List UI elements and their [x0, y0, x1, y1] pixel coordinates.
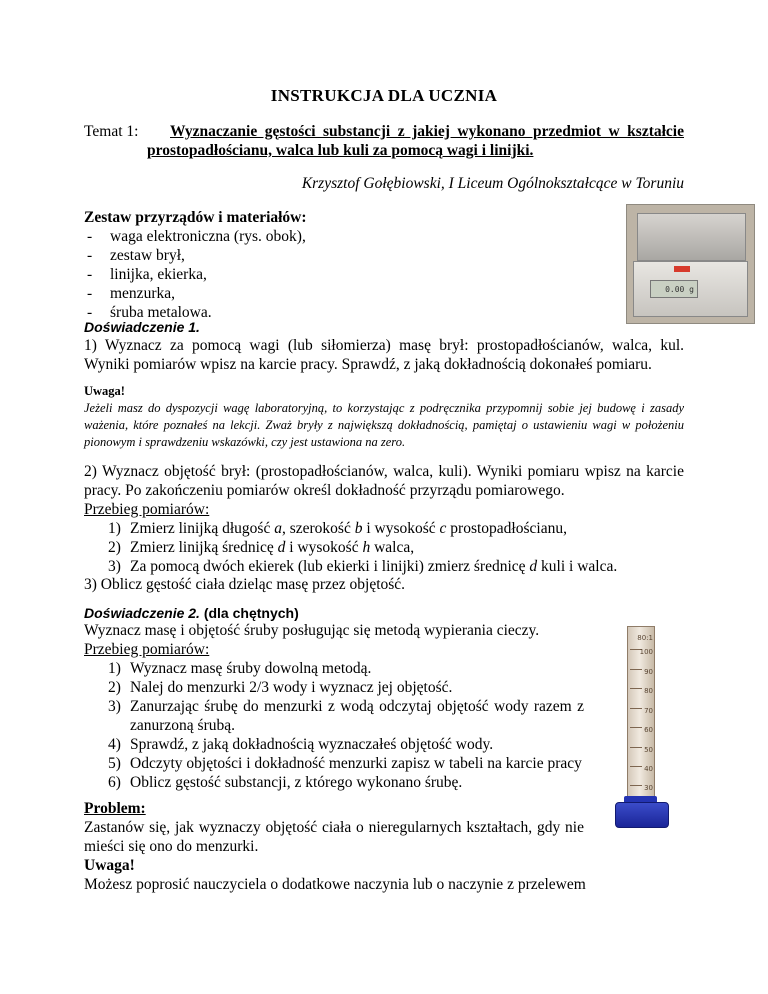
cylinder-base — [615, 802, 669, 828]
cylinder-mark: 60 — [644, 726, 653, 734]
kit-list — [84, 227, 306, 322]
scale-logo — [674, 266, 690, 272]
list-item: - waga elektroniczna (rys. obok), — [84, 227, 306, 246]
experiment-1-steps — [84, 519, 617, 576]
experiment-1-text-2: 2) Wyznacz objętość brył: (prostopadłościanów, walca, kuli). Wyniki pomiaru wpisz na karcie pracy. Po zakończeniu pomiarów określ dokładność przyrządu pomiarowego. — [84, 463, 684, 499]
page-title: INSTRUKCJA DLA UCZNIA — [270, 86, 498, 105]
step-text: Zmierz linijką średnicę — [130, 539, 278, 556]
step-var: d — [277, 539, 286, 556]
topic-text — [147, 122, 684, 160]
list-item: - śruba metalowa. — [84, 303, 306, 322]
list-item — [84, 659, 584, 678]
list-item — [84, 697, 584, 735]
step-text: Oblicz gęstość substancji, z którego wykonano śrubę. — [130, 774, 463, 791]
list-item — [84, 519, 617, 538]
step-text: Za pomocą dwóch ekierek (lub ekierki i linijki) zmierz średnicę — [130, 558, 530, 575]
step-number: 1) — [108, 520, 121, 537]
step-var: d — [529, 558, 538, 575]
step-text: walca, — [370, 539, 415, 556]
step-number: 3) — [108, 698, 121, 715]
cylinder-tick — [630, 785, 642, 786]
cylinder-tick — [630, 766, 642, 767]
cylinder-mark: 80 — [644, 687, 653, 695]
step-text: Odczyty objętości i dokładność menzurki zapisz w tabeli na karcie pracy — [130, 755, 582, 772]
course-label: Przebieg pomiarów: — [84, 641, 210, 658]
list-item — [84, 754, 584, 773]
cylinder-mark: 40 — [644, 765, 653, 773]
step-var: h — [362, 539, 371, 556]
step-var: a — [274, 520, 282, 537]
experiment-2-steps — [84, 659, 584, 792]
scale-display: 0.00 g — [650, 280, 698, 298]
cylinder-tick — [630, 747, 642, 748]
heading-main: Doświadczenie 2. — [84, 605, 200, 621]
cylinder-top-label: 80:1 — [637, 634, 653, 642]
step-number: 5) — [108, 755, 121, 772]
step-text: Wyznacz masę śruby dowolną metodą. — [130, 660, 372, 677]
step-number: 4) — [108, 736, 121, 753]
problem-heading: Problem: — [84, 800, 146, 817]
note-text: Jeżeli masz do dyspozycji wagę laboratoryjną, to korzystając z podręcznika przypomnij sobie jej budowę i zasady ważenia, które poznałeś na lekcji. Zważ bryły z największą dokładnością, pamiętaj o ustawieniu wagi w położeniu pionowym i sprawdzeniu wskazówki, czy jest ustawiona na zero. — [84, 401, 684, 449]
course-label: Przebieg pomiarów: — [84, 501, 210, 518]
scale-body — [633, 261, 748, 317]
list-item: - menzurka, — [84, 284, 306, 303]
list-item — [84, 735, 584, 754]
step-text: Zanurzając śrubę do menzurki z wodą odczytaj objętość wody razem z zanurzoną śrubą. — [130, 698, 584, 734]
problem-text: Zastanów się, jak wyznaczy objętość ciała o nieregularnych kształtach, gdy nie mieści się ono do menzurki. — [84, 819, 584, 855]
cylinder-tick — [630, 727, 642, 728]
cylinder-tube — [627, 626, 655, 808]
list-item: - linijka, ekierka, — [84, 265, 306, 284]
list-item — [84, 538, 617, 557]
step-number: 6) — [108, 774, 121, 791]
step-number: 3) — [108, 558, 121, 575]
step-text: Nalej do menzurki 2/3 wody i wyznacz jej objętość. — [130, 679, 453, 696]
experiment-1-note — [84, 383, 684, 451]
list-item — [84, 557, 617, 576]
measuring-cylinder-photo — [613, 626, 669, 832]
cylinder-tick — [630, 708, 642, 709]
step-text: prostopadłościanu, — [446, 520, 567, 537]
experiment-1-heading: Doświadczenie 1. — [84, 319, 200, 335]
cylinder-mark: 30 — [644, 784, 653, 792]
step-text: i wysokość — [362, 520, 440, 537]
cylinder-mark: 90 — [644, 668, 653, 676]
problem-note-text: Możesz poprosić nauczyciela o dodatkowe naczynia lub o naczynie z przelewem — [84, 876, 586, 893]
list-item: - zestaw brył, — [84, 246, 306, 265]
cylinder-mark: 70 — [644, 707, 653, 715]
note-heading: Uwaga! — [84, 384, 125, 398]
step-number: 2) — [108, 539, 121, 556]
step-var: c — [439, 520, 447, 537]
electronic-scale-photo — [626, 204, 755, 324]
cylinder-tick — [630, 688, 642, 689]
topic-label: Temat 1: — [84, 123, 139, 140]
list-item — [84, 773, 584, 792]
step-text: Sprawdź, z jaką dokładnością wyznaczałeś objętość wody. — [130, 736, 494, 753]
step-number: 2) — [108, 679, 121, 696]
problem-note-heading: Uwaga! — [84, 857, 135, 874]
cylinder-mark: 100 — [639, 648, 653, 656]
step-text: i wysokość — [285, 539, 363, 556]
kit-heading: Zestaw przyrządów i materiałów: — [84, 209, 307, 226]
cylinder-mark: 50 — [644, 746, 653, 754]
step-number: 1) — [108, 660, 121, 677]
topic-line-2: prostopadłościanu, walca lub kuli za pomocą wagi i linijki. — [147, 142, 534, 159]
cylinder-tick — [630, 669, 642, 670]
list-item — [84, 678, 584, 697]
experiment-2-text: Wyznacz masę i objętość śruby posługując się metodą wypierania cieczy. — [84, 622, 540, 639]
step-text: , szerokość — [281, 520, 355, 537]
topic-line-1: Wyznaczanie gęstości substancji z jakiej wykonano przedmiot w kształcie — [170, 123, 684, 140]
heading-sub: (dla chętnych) — [199, 605, 299, 621]
step-var: b — [354, 520, 363, 537]
step-text: Zmierz linijką długość — [130, 520, 275, 537]
scale-plate — [637, 213, 746, 261]
step-text: kuli i walca. — [537, 558, 618, 575]
experiment-1-text-3: 3) Oblicz gęstość ciała dzieląc masę przez objętość. — [84, 576, 406, 593]
author: Krzysztof Gołębiowski, I Liceum Ogólnokształcące w Toruniu — [301, 175, 684, 192]
experiment-1-text: 1) Wyznacz za pomocą wagi (lub siłomierza) masę brył: prostopadłościanów, walca, kul. Wyniki pomiarów wpisz na karcie pracy. Sprawdź, z jaką dokładnością dokonałeś pomiaru. — [84, 337, 684, 373]
